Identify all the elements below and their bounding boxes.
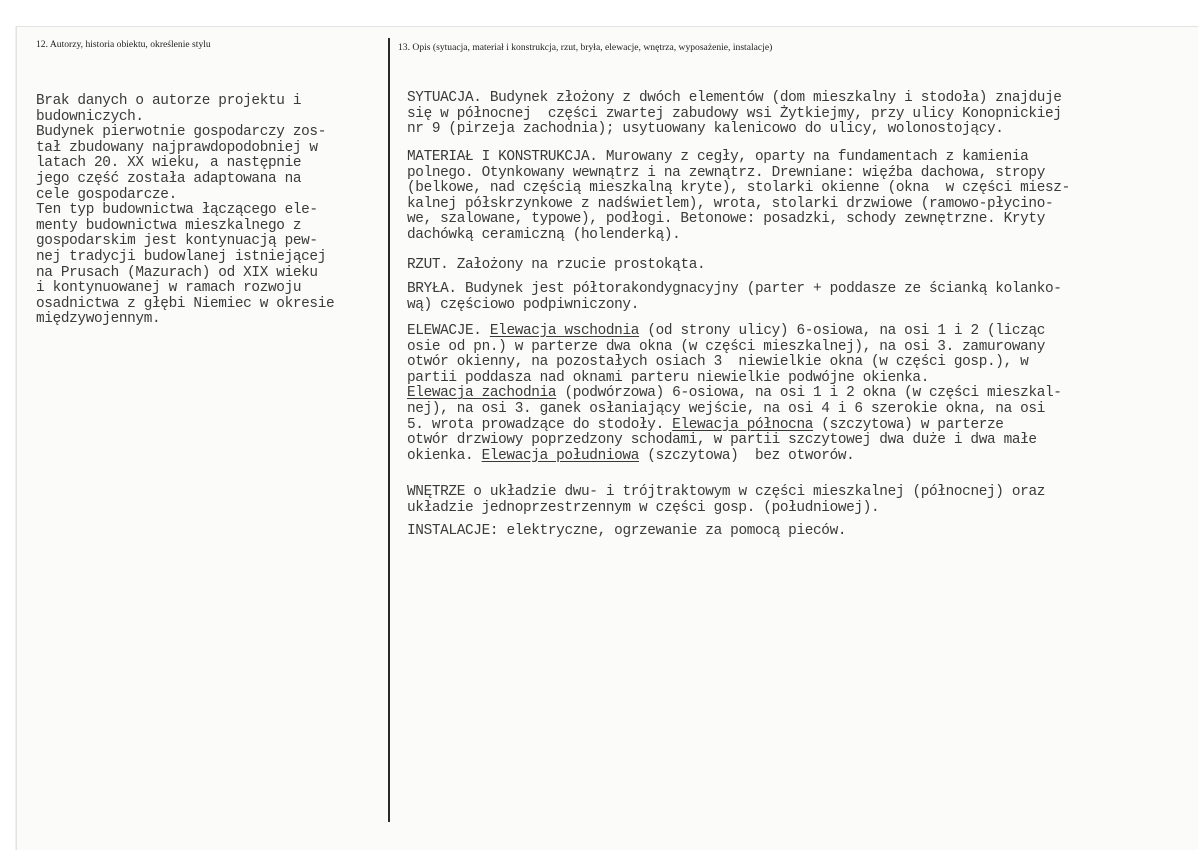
text-line: Elewacja zachodnia (podwórzowa) 6-osiowa, na osi 1 i 2 okna (w części mieszkal- [407,385,1062,402]
section-heading: INSTALACJE: [407,523,499,539]
text-line: otwór okienny, na pozostałych osiach 3 niewielkie okna (w części gosp.), w [407,354,1029,371]
section-bryla [407,282,1062,313]
text-line: Brak danych o autorze projektu i [36,93,302,109]
text-line: na Prusach (Mazurach) od XIX wieku [36,264,318,281]
text-line: budowniczych. [36,108,144,125]
text-line: menty budownictwa mieszkalnego z [36,217,302,234]
text-line: nr 9 (pirzeja zachodnia); usytuowany kalenicowo do ulicy, wolonostojący. [407,121,1004,138]
right-column-header: 13. Opis (sytuacja, materiał i konstrukcja, rzut, bryła, elewacje, wnętrza, wyposażenie, instalacje) [398,42,773,53]
text-line: tał zbudowany najprawdopodobniej w [36,139,318,156]
text-line: układzie jednoprzestrzennym w części gosp. (południowej). [407,499,880,516]
text-line: wą) częściowo podpiwniczony. [407,296,640,313]
text-line: cele gospodarcze. [36,186,177,203]
section-material [407,150,1070,244]
text-line: INSTALACJE: elektryczne, ogrzewanie za pomocą pieców. [407,523,847,539]
history-text [36,94,334,328]
text-line: Ten typ budownictwa łączącego ele- [36,202,318,219]
text-line: osadnictwa z głębi Niemiec w okresie [36,295,335,312]
elevation-name: Elewacja zachodnia [407,385,557,402]
elevation-name: Elewacja północna [672,416,814,433]
section-heading: SYTUACJA. [407,90,482,106]
text-line: partii poddasza nad oknami parteru niewielkie podwójne okienka. [407,369,930,386]
text-line: otwór drzwiowy poprzedzony schodami, w partii szczytowej dwa duże i dwa małe [407,432,1037,449]
section-wnetrze [407,485,1045,516]
text-line: jego część została adaptowana na [36,170,302,187]
section-sytuacja [407,91,1062,138]
text-line: SYTUACJA. Budynek złożony z dwóch elementów (dom mieszkalny i stodoła) znajduje [407,90,1062,106]
text-line: osie od pn.) w parterze dwa okna (w części mieszkalnej), na osi 3. zamurowany [407,338,1046,355]
section-heading: RZUT. [407,257,449,273]
elevation-name: Elewacja wschodnia [489,323,640,339]
text-line: 5. wrota prowadzące do stodoły. Elewacja północna (szczytowa) w parterze [407,416,1004,433]
text-line: RZUT. Założony na rzucie prostokąta. [407,257,706,273]
text-line: okienka. Elewacja południowa (szczytowa) bez otworów. [407,447,855,464]
left-column-header: 12. Autorzy, historia obiektu, określenie stylu [36,39,211,50]
section-rzut [407,258,705,274]
text-line: kalnej półskrzynkowe z nadświetlem), wrota, stolarki drzwiowe (ramowo-płycino- [407,195,1054,212]
section-elewacje [407,324,1062,464]
text-line: latach 20. XX wieku, a następnie [36,155,302,172]
section-heading: ELEWACJE. [407,323,482,339]
text-line: BRYŁA. Budynek jest półtorakondygnacyjny (parter + poddasze ze ścianką kolanko- [407,281,1062,297]
text-line: międzywojennym. [36,311,161,328]
section-heading: BRYŁA. [407,281,457,297]
text-line: się w północnej części zwartej zabudowy wsi Żytkiejmy, przy ulicy Konopnickiej [407,105,1062,122]
text-line: WNĘTRZE o układzie dwu- i trójtraktowym w części mieszkalnej (północnej) oraz [407,484,1046,500]
text-line: ELEWACJE. Elewacja wschodnia (od strony ulicy) 6-osiowa, na osi 1 i 2 (licząc [407,323,1046,339]
elevation-name: Elewacja południowa [481,447,640,464]
text-line: MATERIAŁ I KONSTRUKCJA. Murowany z cegły, oparty na fundamentach z kamienia [407,149,1029,165]
section-heading: WNĘTRZE [407,484,466,500]
text-line: we, szalowane, typowe), podłogi. Betonowe: posadzki, schody zewnętrzne. Kryty [407,211,1046,228]
text-line: (belkowe, nad częścią mieszkalną kryte), stolarki okienne (okna w części miesz- [407,180,1070,197]
text-line: i kontynuowanej w ramach rozwoju [36,280,302,297]
section-instalacje [407,524,846,540]
section-heading: MATERIAŁ I KONSTRUKCJA. [407,149,598,165]
text-line: nej tradycji budowlanej istniejącej [36,248,327,265]
text-line: nej), na osi 3. ganek osłaniający wejście, na osi 4 i 6 szerokie okna, na osi [407,400,1046,417]
text-line: polnego. Otynkowany wewnątrz i na zewnątrz. Drewniane: więźba dachowa, stropy [407,164,1046,181]
column-divider [388,38,390,822]
text-line: Budynek pierwotnie gospodarczy zos- [36,124,327,141]
text-line: gospodarskim jest kontynuacją pew- [36,233,318,250]
text-line: dachówką ceramiczną (holenderką). [407,226,681,243]
